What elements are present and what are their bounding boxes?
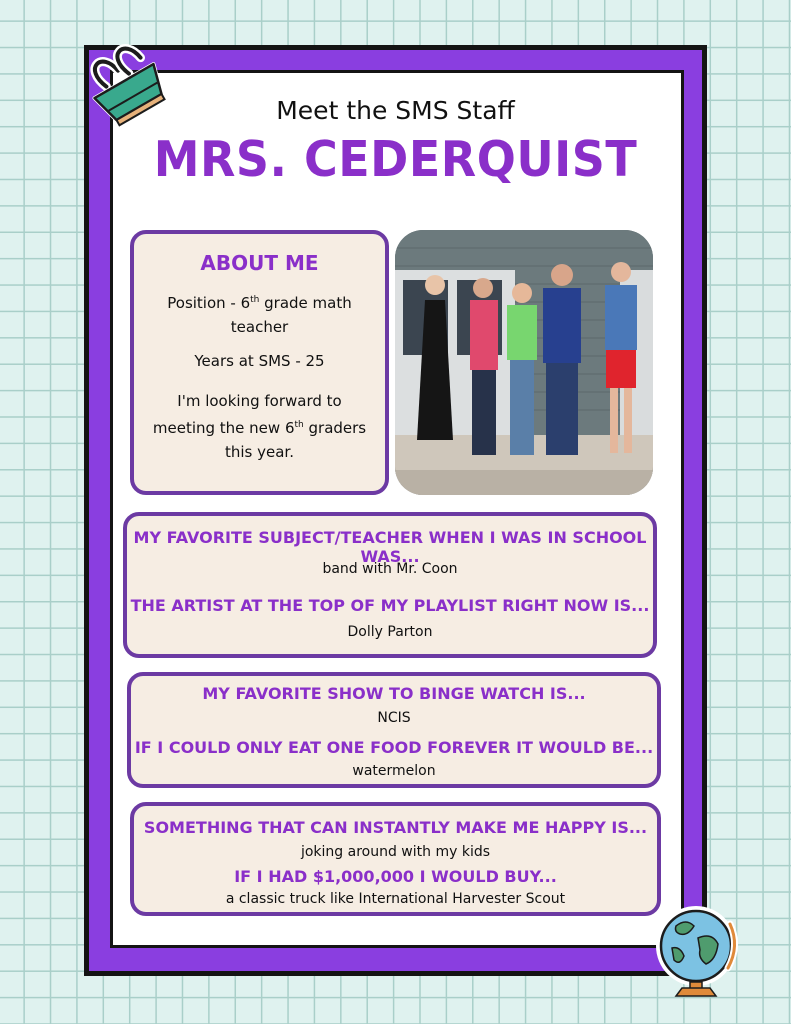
qa-answer: NCIS (377, 710, 411, 726)
qa-question: IF I HAD $1,000,000 I WOULD BUY... (234, 867, 557, 886)
about-years: Years at SMS - 25 (194, 352, 325, 370)
qa-question: MY FAVORITE SHOW TO BINGE WATCH IS... (202, 684, 586, 703)
qa-answer: Dolly Parton (347, 624, 433, 640)
about-me-box (130, 230, 389, 495)
qa-question: SOMETHING THAT CAN INSTANTLY MAKE ME HAPPY IS... (143, 818, 648, 837)
qa-answer: band with Mr. Coon (322, 561, 458, 577)
family-photo-art (395, 230, 653, 495)
qa-answer: watermelon (352, 763, 436, 779)
qa-box-3 (130, 802, 661, 916)
qa-question: THE ARTIST AT THE TOP OF MY PLAYLIST RIGHT NOW IS... (130, 596, 650, 615)
about-me-title: ABOUT ME (200, 251, 319, 275)
about-looking-forward: I'm looking forward to meeting the new 6th graders this year. (152, 392, 367, 461)
page-title: MRS. CEDERQUIST (153, 130, 638, 188)
qa-question: MY FAVORITE SUBJECT/TEACHER WHEN I WAS IN SCHOOL WAS... (133, 528, 647, 566)
qa-box-1 (123, 512, 657, 658)
qa-box-2 (127, 672, 661, 788)
qa-question: IF I COULD ONLY EAT ONE FOOD FOREVER IT WOULD BE... (134, 738, 654, 757)
qa-answer: joking around with my kids (300, 844, 491, 860)
qa-answer: a classic truck like International Harvester Scout (225, 891, 566, 907)
about-position: Position - 6th grade math teacher (167, 294, 352, 336)
binder-clip-icon (80, 40, 176, 140)
family-photo (395, 230, 653, 495)
page-kicker: Meet the SMS Staff (276, 96, 515, 125)
globe-icon (650, 902, 742, 1004)
